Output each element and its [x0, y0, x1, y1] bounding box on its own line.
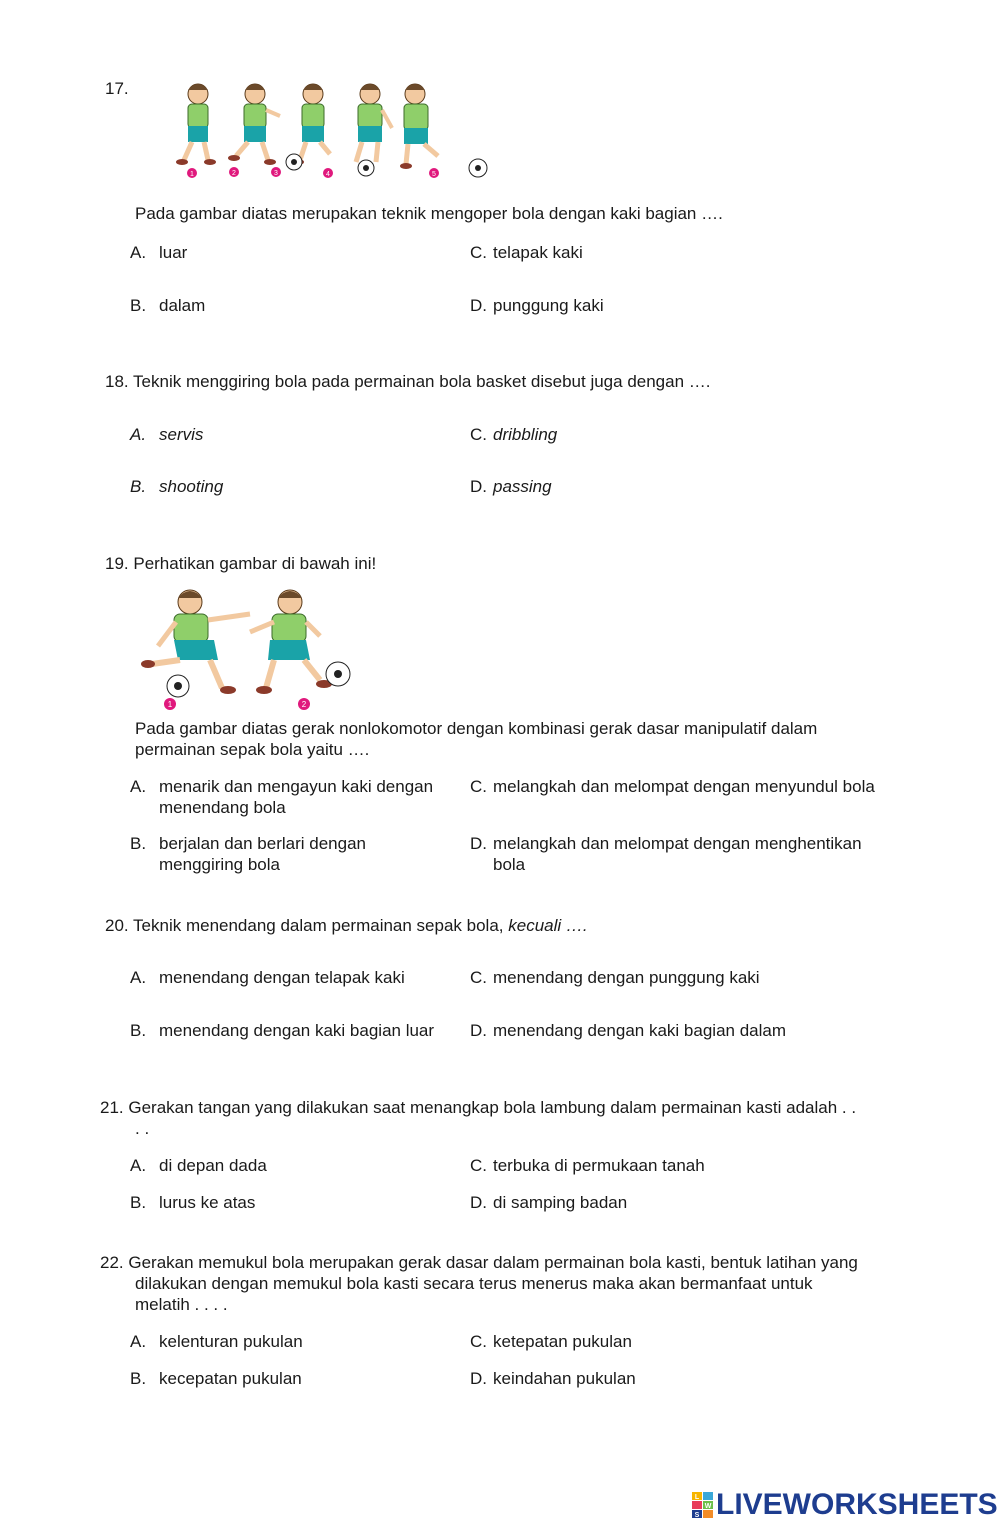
- option-text: terbuka di permukaan tanah: [493, 1156, 705, 1175]
- q22-option-d[interactable]: [470, 1368, 636, 1389]
- q19-option-c[interactable]: [470, 776, 875, 797]
- liveworksheets-logo-text: LIVEWORKSHEETS: [716, 1488, 998, 1521]
- option-letter: B.: [130, 1021, 147, 1040]
- option-letter: D.: [470, 834, 487, 853]
- q18-option-c[interactable]: [470, 424, 557, 445]
- option-text: servis: [159, 425, 204, 444]
- option-letter: C.: [470, 1156, 487, 1175]
- option-text: ketepatan pukulan: [493, 1332, 632, 1351]
- option-text-line-1: berjalan dan berlari dengan: [159, 834, 366, 853]
- option-text-line-2: bola: [493, 855, 526, 874]
- option-text: kelenturan pukulan: [159, 1332, 303, 1351]
- q22-option-a[interactable]: [130, 1331, 303, 1352]
- option-text-line-1: menarik dan mengayun kaki dengan: [159, 777, 434, 796]
- q19-dribbling-illustration: [138, 584, 358, 712]
- player-figure-1: [141, 590, 250, 697]
- option-text: menendang dengan kaki bagian luar: [159, 1021, 435, 1040]
- option-text: dalam: [159, 296, 206, 315]
- q19-option-a[interactable]: [130, 776, 433, 818]
- option-letter: D.: [470, 1021, 487, 1040]
- q20-option-b[interactable]: [130, 1020, 434, 1041]
- q17-option-c[interactable]: [470, 242, 583, 263]
- option-letter: A.: [130, 1332, 147, 1351]
- q21-option-b[interactable]: [130, 1192, 255, 1213]
- option-letter: B.: [130, 477, 147, 496]
- option-letter: C.: [470, 1332, 487, 1351]
- q22-text-line-3: melatih . . . .: [135, 1295, 228, 1314]
- q22-option-c[interactable]: [470, 1331, 632, 1352]
- option-letter: C.: [470, 968, 487, 987]
- q17-option-d[interactable]: [470, 295, 604, 316]
- q21-option-a[interactable]: [130, 1155, 267, 1176]
- option-letter: D.: [470, 477, 487, 496]
- q17-option-a[interactable]: [130, 242, 187, 263]
- q20-text-main: 20. Teknik menendang dalam permainan sepak bola,: [105, 916, 509, 935]
- option-letter: C.: [470, 777, 487, 796]
- q17-option-b[interactable]: [130, 295, 205, 316]
- option-letter: B.: [130, 834, 147, 853]
- option-letter: A.: [130, 243, 147, 262]
- option-letter: C.: [470, 243, 487, 262]
- option-text: passing: [493, 477, 552, 496]
- q17-kicking-sequence-illustration: [170, 76, 500, 184]
- logo-icon-letter-w: W: [704, 1503, 712, 1510]
- option-letter: A.: [130, 777, 147, 796]
- q19-prompt-line-1: Pada gambar diatas gerak nonlokomotor dengan kombinasi gerak dasar manipulatif dalam: [135, 719, 818, 738]
- q19-option-b[interactable]: [130, 833, 366, 875]
- option-text: kecepatan pukulan: [159, 1369, 302, 1388]
- option-letter: D.: [470, 296, 487, 315]
- option-text: menendang dengan telapak kaki: [159, 968, 405, 987]
- player-figure-4: [356, 84, 392, 176]
- option-letter: D.: [470, 1369, 487, 1388]
- option-text: dribbling: [493, 425, 558, 444]
- q17-marker-4: 4: [326, 171, 330, 178]
- liveworksheets-logo: [690, 1490, 998, 1520]
- q17-marker-2: 2: [232, 170, 236, 177]
- player-figure-2: [250, 590, 350, 694]
- q17-marker-5: 5: [432, 171, 436, 178]
- q20-option-c[interactable]: [470, 967, 760, 988]
- q18-option-a[interactable]: [130, 424, 203, 445]
- option-text: telapak kaki: [493, 243, 583, 262]
- q20-option-d[interactable]: [470, 1020, 786, 1041]
- option-text: luar: [159, 243, 188, 262]
- option-letter: A.: [130, 968, 147, 987]
- player-figure-2: [228, 84, 280, 165]
- option-letter: C.: [470, 425, 487, 444]
- q20-option-a[interactable]: [130, 967, 405, 988]
- option-letter: B.: [130, 1193, 147, 1212]
- q17-prompt: Pada gambar diatas merupakan teknik mengoper bola dengan kaki bagian ….: [135, 204, 723, 223]
- logo-icon-letter-l: L: [694, 1494, 700, 1501]
- q22-option-b[interactable]: [130, 1368, 302, 1389]
- option-text: punggung kaki: [493, 296, 604, 315]
- option-text: keindahan pukulan: [493, 1369, 636, 1388]
- q22-text-line-1: 22. Gerakan memukul bola merupakan gerak dasar dalam permainan bola kasti, bentuk latihan yang: [100, 1253, 858, 1272]
- option-text: di samping badan: [493, 1193, 628, 1212]
- q19-option-d[interactable]: [470, 833, 862, 875]
- q18-option-b[interactable]: [130, 476, 223, 497]
- player-figure-3: [286, 84, 330, 170]
- q17-marker-3: 3: [274, 170, 278, 177]
- option-text-line-1: melangkah dan melompat dengan menghentikan: [493, 834, 862, 853]
- q21-text-line-2: . .: [135, 1119, 150, 1138]
- q21-option-c[interactable]: [470, 1155, 705, 1176]
- q18-option-d[interactable]: [470, 476, 552, 497]
- option-text-line-2: menendang bola: [159, 798, 286, 817]
- option-letter: D.: [470, 1193, 487, 1212]
- option-text: di depan dada: [159, 1156, 267, 1175]
- q18-text: 18. Teknik menggiring bola pada permainan bola basket disebut juga dengan ….: [105, 372, 711, 391]
- option-letter: B.: [130, 1369, 147, 1388]
- player-figure-1: [176, 84, 216, 165]
- liveworksheets-logo-icon: [690, 1490, 716, 1520]
- option-letter: A.: [130, 425, 147, 444]
- player-figure-5: [400, 84, 487, 177]
- q20-text: [105, 915, 588, 936]
- q22-text-line-2: dilakukan dengan memukul bola kasti secara terus menerus maka akan bermanfaat untuk: [135, 1274, 813, 1293]
- q19-marker-1: 1: [167, 700, 173, 709]
- q19-text: 19. Perhatikan gambar di bawah ini!: [105, 554, 377, 573]
- q17-number: 17.: [105, 79, 129, 98]
- option-letter: B.: [130, 296, 147, 315]
- option-text: shooting: [159, 477, 224, 496]
- logo-icon-letter-s: S: [694, 1512, 700, 1519]
- q19-prompt-line-2: permainan sepak bola yaitu ….: [135, 740, 370, 759]
- option-text-line-2: menggiring bola: [159, 855, 280, 874]
- sequence-markers: [187, 167, 439, 178]
- q20-text-italic: kecuali ….: [508, 916, 588, 935]
- q19-marker-2: 2: [301, 700, 307, 709]
- option-text: menendang dengan punggung kaki: [493, 968, 760, 987]
- q21-option-d[interactable]: [470, 1192, 627, 1213]
- option-text: menendang dengan kaki bagian dalam: [493, 1021, 787, 1040]
- q21-text-line-1: 21. Gerakan tangan yang dilakukan saat menangkap bola lambung dalam permainan kasti adalah . .: [100, 1098, 857, 1117]
- option-text: lurus ke atas: [159, 1193, 256, 1212]
- option-letter: A.: [130, 1156, 147, 1175]
- option-text: melangkah dan melompat dengan menyundul bola: [493, 777, 875, 796]
- q17-marker-1: 1: [190, 171, 194, 178]
